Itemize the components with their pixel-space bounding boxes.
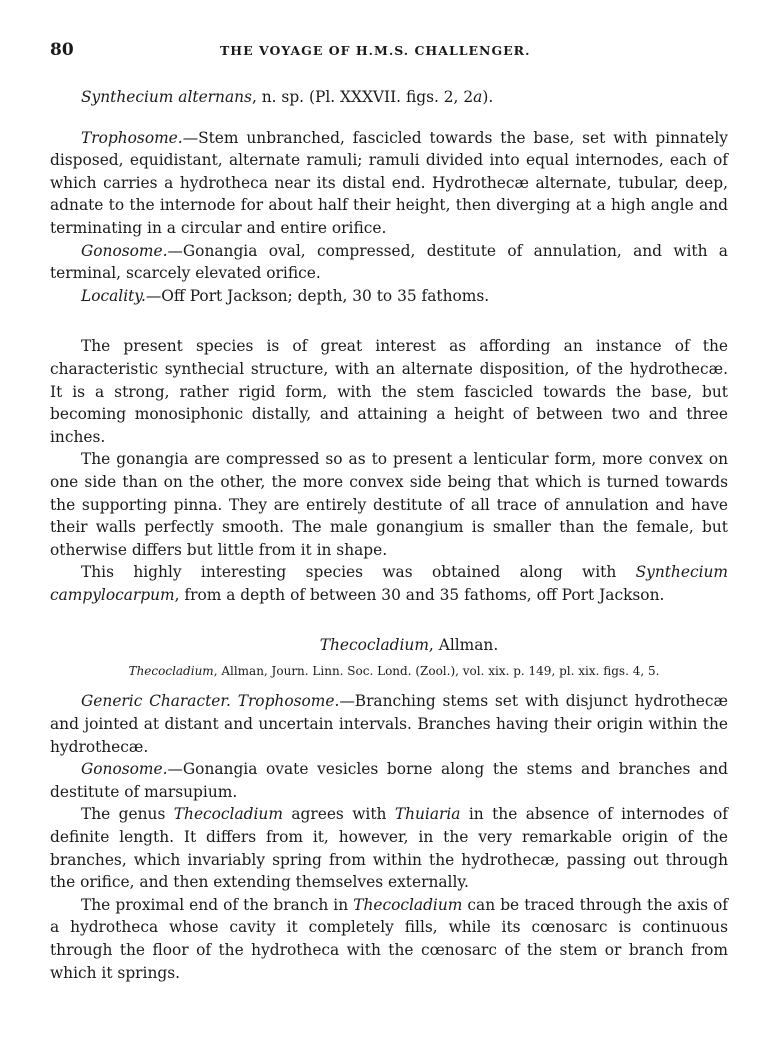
discussion-paragraph-3: This highly interesting species was obtained along with Synthecium campylocarpum, from a depth of between 30 and 35 fathoms, off Port Jackson. [50, 563, 728, 604]
section-spacer [50, 307, 728, 335]
trophosome-label: Trophosome. [81, 128, 183, 147]
section-spacer [50, 606, 728, 634]
running-title: THE VOYAGE OF H.M.S. CHALLENGER. [220, 43, 531, 58]
genus-gonosome-paragraph: Gonosome.—Gonangia ovate vesicles borne along the stems and branches and destitute of marsupium. [50, 760, 728, 801]
locality-paragraph: Locality.—Off Port Jackson; depth, 30 to 35 fathoms. [81, 286, 490, 305]
species-name: Synthecium alternans [81, 88, 252, 106]
genus-comparison-paragraph: The genus Thecocladium agrees with Thuiaria in the absence of internodes of definite length. It differs from it, however, in the very remarkable origin of the branches, which invariably spring from within the hydrothecæ, passing out through the orifice, and then extending themselves externally. [50, 805, 728, 892]
genus-name: Thecocladium [319, 636, 429, 655]
gonosome-label: Gonosome. [81, 241, 168, 260]
discussion-paragraph-2: The gonangia are compressed so as to present a lenticular form, more convex on one side than on the other, the more convex side being that which is turned towards the supporting pinna. They are entirely destitute of all trace of annulation and have their walls perfectly smooth. The male gonangium is smaller than the female, but otherwise differs but little from it in shape. [50, 450, 728, 559]
locality-label: Locality. [81, 286, 146, 305]
genus-branch-paragraph: The proximal end of the branch in Thecocladium can be traced through the axis of a hydrotheca whose cavity it completely fills, while its cœnosarc is continuous through the floor of the hydrotheca with the cœnosarc of the stem or branch from which it springs. [50, 895, 728, 982]
generic-character-paragraph: Generic Character. Trophosome.—Branching stems set with disjunct hydrothecæ and jointed at distant and uncertain intervals. Branches having their origin within the hydrothecæ. [50, 692, 728, 756]
running-head [50, 40, 728, 60]
trophosome-paragraph: Trophosome.—Stem unbranched, fascicled towards the base, set with pinnately disposed, equidistant, alternate ramuli; ramuli divided into equal internodes, each of which carries a hydrotheca near its distal end. Hydrothecæ alternate, tubular, deep, adnate to the internode for about half their height, then diverging at a high angle and terminating in a circular and entire orifice. [50, 128, 728, 237]
discussion-paragraph-1: The present species is of great interest as affording an instance of the characteristic synthecial structure, with an alternate disposition, of the hydrothecæ. It is a strong, rather rigid form, with the stem fascicled towards the base, but becoming monosiphonic distally, and attaining a height of between two and three inches. [50, 337, 728, 446]
page-number: 80 [50, 40, 74, 60]
gonosome-paragraph: Gonosome.—Gonangia oval, compressed, destitute of annulation, and with a terminal, scarcely elevated orifice. [50, 241, 728, 283]
species-heading: Synthecium alternans, n. sp. (Pl. XXXVII. figs. 2, 2a). [81, 88, 494, 106]
genus-citation: Thecocladium, Allman, Journ. Linn. Soc. Lond. (Zool.), vol. xix. p. 149, pl. xix. figs. 4, 5. [128, 664, 660, 679]
genus-heading: Thecocladium, Allman. [319, 636, 499, 655]
